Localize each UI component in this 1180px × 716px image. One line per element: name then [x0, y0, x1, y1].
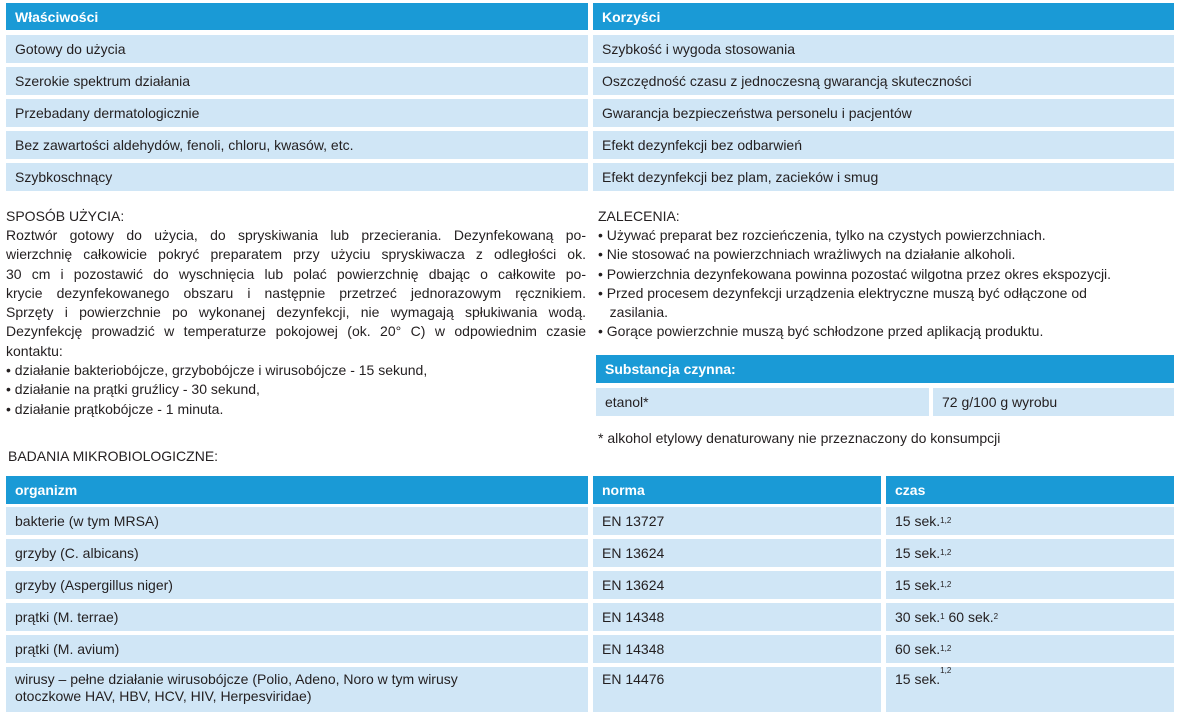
micro-cell-norm: EN 14348 [593, 635, 881, 663]
micro-cell-organism: prątki (M. terrae) [6, 603, 588, 631]
micro-cell-organism: wirusy – pełne działanie wirusobójcze (Polio, Adeno, Noro w tym wirusy otoczkowe HAV, HBV, HCV, HIV, Herpesviridae) [6, 667, 588, 712]
recommendation-item: • Przed procesem dezynfekcji urządzenia elektryczne muszą być odłączone od [598, 284, 1087, 301]
micro-title: BADANIA MIKROBIOLOGICZNE: [8, 448, 219, 464]
usage-line: wierzchnię całkowicie pokryć preparatem przy użyciu spryskiwacza z odległości ok. [6, 246, 586, 263]
micro-cell-time: 15 sek. 1,2 [886, 571, 1174, 599]
usage-title: SPOSÓB UŻYCIA: [6, 208, 125, 224]
recommendation-item: • Używać preparat bez rozcieńczenia, tylko na czystych powierzchniach. [598, 227, 1046, 243]
recommendation-item: • Gorące powierzchnie muszą być schłodzone przed aplikacją produktu. [598, 323, 1044, 340]
benefit-item: Efekt dezynfekcji bez plam, zacieków i smug [593, 163, 1174, 191]
micro-cell-norm: EN 14348 [593, 603, 881, 631]
micro-header-organism: organizm [6, 476, 588, 504]
micro-cell-norm: EN 13624 [593, 539, 881, 567]
recommendation-item: • Nie stosować na powierzchniach wrażliwych na działanie alkoholi. [598, 246, 1016, 263]
usage-line: Dezynfekcję prowadzić w temperaturze pokojowej (ok. 20° C) w odpowiednim czasie [6, 323, 586, 340]
micro-cell-time: 15 sek. 1,2 [886, 667, 1174, 712]
property-item: Gotowy do użycia [6, 35, 588, 63]
recommendation-item: zasilania. [598, 304, 669, 321]
properties-header: Właściwości [6, 3, 588, 30]
micro-cell-norm: EN 14476 [593, 667, 881, 712]
recommendations-title: ZALECENIA: [598, 208, 680, 224]
usage-line: 30 cm i pozostawić do wyschnięcia lub polać powierzchnię dbając o całkowite po- [6, 265, 586, 282]
benefit-item: Efekt dezynfekcji bez odbarwień [593, 131, 1174, 159]
micro-header-time: czas [886, 476, 1174, 504]
micro-cell-time: 60 sek. 1,2 [886, 635, 1174, 663]
micro-cell-organism: grzyby (Aspergillus niger) [6, 571, 588, 599]
benefit-item: Oszczędność czasu z jednoczesną gwarancją skuteczności [593, 67, 1174, 95]
usage-line: Roztwór gotowy do użycia, do spryskiwania lub przecierania. Dezynfekowaną po- [6, 227, 586, 243]
micro-cell-organism: bakterie (w tym MRSA) [6, 507, 588, 535]
property-item: Bez zawartości aldehydów, fenoli, chloru, kwasów, etc. [6, 131, 588, 159]
property-item: Przebadany dermatologicznie [6, 99, 588, 127]
micro-header-norm: norma [593, 476, 881, 504]
micro-cell-organism: prątki (M. avium) [6, 635, 588, 663]
recommendation-item: • Powierzchnia dezynfekowana powinna pozostać wilgotna przez okres ekspozycji. [598, 265, 1112, 282]
micro-cell-norm: EN 13624 [593, 571, 881, 599]
usage-line: Sprzęty i powierzchnie po wykonanej dezynfekcji, nie wymagają spłukiwania wodą. [6, 304, 586, 321]
usage-line: krycie dezynfekowanego obszaru i następnie przetrzeć jednorazowym ręcznikiem. [6, 284, 586, 301]
micro-cell-organism: grzyby (C. albicans) [6, 539, 588, 567]
benefit-item: Szybkość i wygoda stosowania [593, 35, 1174, 63]
active-substance-footnote: * alkohol etylowy denaturowany nie przeznaczony do konsumpcji [598, 430, 1001, 446]
usage-line: kontaktu: [6, 342, 63, 359]
usage-paragraph [6, 226, 586, 419]
micro-cell-norm: EN 13727 [593, 507, 881, 535]
usage-bullet: • działanie na prątki gruźlicy - 30 sekund, [6, 381, 260, 398]
property-item: Szerokie spektrum działania [6, 67, 588, 95]
active-substance-name: etanol* [596, 388, 929, 416]
usage-bullet: • działanie bakteriobójcze, grzybobójcze i wirusobójcze - 15 sekund, [6, 362, 428, 379]
micro-cell-time: 15 sek. 1,2 [886, 507, 1174, 535]
micro-cell-time: 30 sek. 1 60 sek. 2 [886, 603, 1174, 631]
benefits-header: Korzyści [593, 3, 1174, 30]
active-substance-amount: 72 g/100 g wyrobu [933, 388, 1174, 416]
benefit-item: Gwarancja bezpieczeństwa personelu i pacjentów [593, 99, 1174, 127]
usage-bullet: • działanie prątkobójcze - 1 minuta. [6, 400, 224, 417]
active-substance-header: Substancja czynna: [596, 355, 1174, 383]
recommendations-list [598, 226, 1174, 342]
micro-cell-time: 15 sek. 1,2 [886, 539, 1174, 567]
property-item: Szybkoschnący [6, 163, 588, 191]
